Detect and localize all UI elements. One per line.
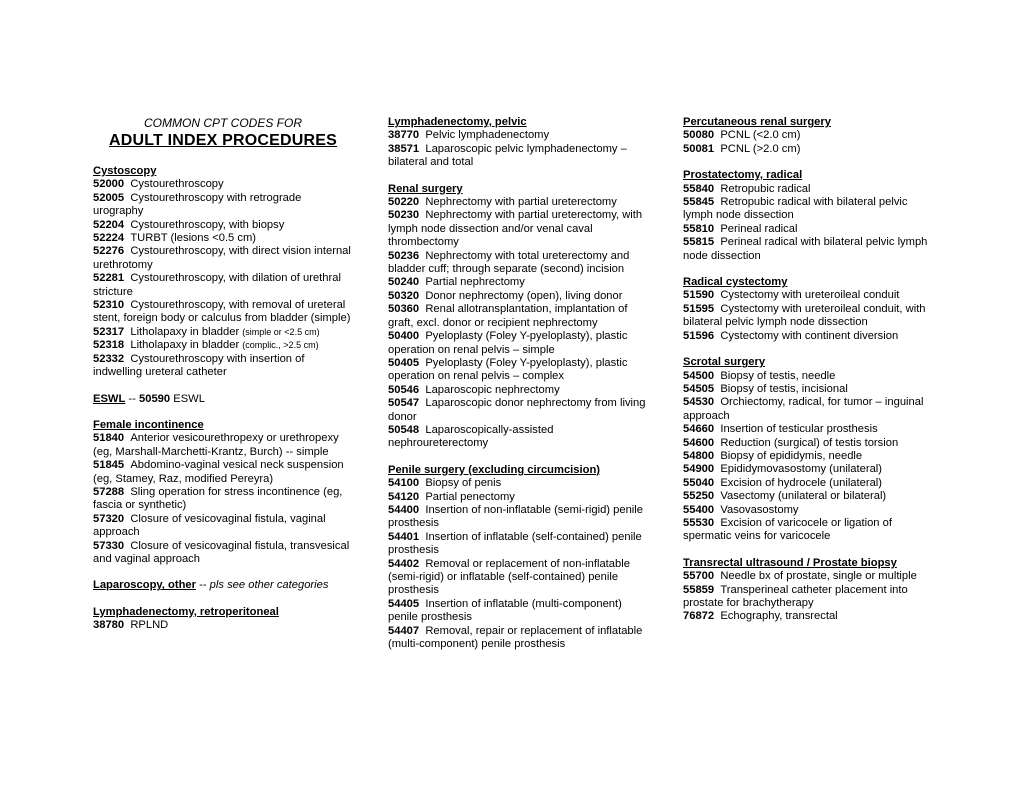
section-prostatectomy-radical [683, 169, 935, 263]
cpt-entry [683, 477, 935, 490]
cpt-code: 38571 [388, 142, 420, 155]
cpt-code: 51840 [93, 432, 125, 445]
cpt-description: Reduction (surgical) of testis torsion [720, 436, 899, 449]
cpt-entry [683, 437, 935, 450]
cpt-description: Biopsy of epididymis, needle [720, 449, 863, 462]
cpt-description: Pelvic lymphadenectomy [425, 129, 550, 142]
cpt-description: Pyeloplasty (Foley Y-pyeloplasty), plastic operation on renal pelvis – complex [388, 356, 628, 383]
cpt-code: 52317 [93, 325, 125, 338]
section-female-incontinence [93, 419, 353, 566]
cpt-code: 52000 [93, 178, 125, 191]
cpt-description: Laparoscopically-assisted nephroureterectomy [388, 423, 554, 450]
section-note: pls see other categories [209, 579, 329, 592]
cpt-description: Removal, repair or replacement of inflatable (multi-component) penile prosthesis [388, 624, 643, 651]
cpt-description: Laparoscopic pelvic lymphadenectomy – bilateral and total [388, 142, 627, 169]
section-heading: Female incontinence [93, 418, 204, 431]
section-cystoscopy [93, 165, 353, 380]
cpt-entry [93, 192, 353, 219]
cpt-entry [388, 290, 646, 303]
cpt-code: 50220 [388, 196, 420, 209]
section-transrectal-ultrasound-prostate-biopsy [683, 557, 935, 624]
cpt-description: Cystourethroscopy [130, 178, 224, 191]
cpt-entry [683, 504, 935, 517]
cpt-entry [683, 584, 935, 611]
cpt-description: Anterior vesicourethropexy or urethropexy (eg, Marshall-Marchetti-Krantz, Burch) -- simple [93, 432, 339, 458]
cpt-description: Insertion of testicular prosthesis [720, 423, 878, 436]
cpt-entry [388, 384, 646, 397]
cpt-description: Abdomino-vaginal vesical neck suspension (eg, Stamey, Raz, modified Pereyra) [93, 459, 344, 485]
cpt-description: Cystourethroscopy, with dilation of urethral stricture [93, 272, 341, 298]
cpt-description: Nephrectomy with partial ureterectomy [425, 196, 617, 209]
cpt-code: 50236 [388, 249, 420, 262]
cpt-code: 54120 [388, 490, 420, 503]
cpt-description: Laparoscopic donor nephrectomy from living donor [388, 397, 646, 423]
cpt-description: Litholapaxy in bladder [130, 339, 240, 352]
cpt-entry [683, 396, 935, 423]
section-heading: Cystoscopy [93, 165, 157, 177]
cpt-description: Cystourethroscopy, with removal of ureteral stent, foreign body or calculus from bladder (simple) [93, 299, 351, 325]
cpt-description: Pyeloplasty (Foley Y-pyeloplasty), plastic operation on renal pelvis – simple [388, 330, 628, 356]
cpt-entry [683, 517, 935, 544]
cpt-description: Insertion of non-inflatable (semi-rigid) penile prosthesis [388, 503, 643, 530]
section-heading-line [93, 393, 353, 406]
cpt-description: Epididymovasostomy (unilateral) [720, 463, 883, 476]
cpt-description: Insertion of inflatable (multi-component) penile prosthesis [388, 597, 622, 624]
section-heading: Scrotal surgery [683, 356, 766, 369]
cpt-code: 52332 [93, 352, 125, 365]
cpt-code: 57320 [93, 512, 125, 525]
cpt-code: 55700 [683, 570, 715, 583]
cpt-code: 52005 [93, 191, 125, 204]
cpt-code: 50230 [388, 209, 420, 222]
cpt-code: 54660 [683, 423, 715, 436]
cpt-code: 50240 [388, 276, 420, 289]
cpt-code: 54500 [683, 369, 715, 382]
cpt-description: Renal allotransplantation, implantation of graft, excl. donor or recipient nephrectomy [388, 303, 628, 329]
cpt-code: 55040 [683, 476, 715, 489]
cpt-entry [93, 245, 353, 272]
section-heading: Lymphadenectomy, pelvic [388, 116, 527, 128]
cpt-code: 55845 [683, 196, 715, 209]
cpt-description: Litholapaxy in bladder [130, 325, 240, 338]
cpt-code: 50590 [139, 392, 171, 405]
cpt-entry [388, 504, 646, 531]
cpt-entry [388, 143, 646, 170]
cpt-entry [93, 619, 353, 632]
column-1 [93, 116, 353, 646]
section-heading: Penile surgery (excluding circumcision) [388, 463, 601, 476]
cpt-code: 57330 [93, 539, 125, 552]
cpt-code: 54405 [388, 597, 420, 610]
cpt-entry [388, 357, 646, 384]
cpt-code: 54402 [388, 557, 420, 570]
section-heading: Lymphadenectomy, retroperitoneal [93, 605, 279, 618]
cpt-code: 50547 [388, 397, 420, 410]
cpt-entry [388, 129, 646, 142]
cpt-entry [388, 558, 646, 598]
cpt-description: PCNL (<2.0 cm) [720, 129, 801, 142]
cpt-description: Cystourethroscopy, with direct vision internal urethrotomy [93, 245, 351, 271]
cpt-description: Excision of varicocele or ligation of spermatic veins for varicocele [683, 516, 892, 543]
cpt-description: Closure of vesicovaginal fistula, vaginal approach [93, 512, 326, 539]
section-heading-line [93, 579, 353, 592]
cpt-entry [388, 491, 646, 504]
cpt-entry [93, 272, 353, 299]
cpt-entry [683, 303, 935, 330]
section-heading: Prostatectomy, radical [683, 169, 803, 182]
cpt-code: 52318 [93, 339, 125, 352]
cpt-entry [683, 223, 935, 236]
cpt-entry [93, 339, 353, 352]
cpt-code: 50080 [683, 129, 715, 142]
cpt-code: 52276 [93, 245, 125, 258]
cpt-description: Echography, transrectal [720, 610, 838, 623]
cpt-code: 54505 [683, 382, 715, 395]
section-scrotal-surgery [683, 356, 935, 544]
cpt-description: Nephrectomy with total ureterectomy and bladder cuff; through separate (second) incision [388, 249, 630, 276]
cpt-code: 50546 [388, 383, 420, 396]
cpt-code: 52281 [93, 272, 125, 285]
section-heading: Renal surgery [388, 182, 463, 195]
cpt-description: Partial nephrectomy [425, 276, 525, 289]
cpt-code: 38770 [388, 129, 420, 142]
cpt-description: Cystectomy with continent diversion [720, 329, 899, 342]
cpt-entry [683, 450, 935, 463]
cpt-entry [388, 276, 646, 289]
cpt-description: RPLND [130, 619, 169, 632]
cpt-description: Needle bx of prostate, single or multiple [720, 570, 917, 583]
cpt-code: 55859 [683, 583, 715, 596]
cpt-entry [683, 236, 935, 263]
cpt-entry [683, 143, 935, 156]
cpt-code: 50360 [388, 303, 420, 316]
section-percutaneous-renal-surgery [683, 116, 935, 156]
cpt-entry [683, 423, 935, 436]
cpt-description: Cystectomy with ureteroileal conduit [720, 289, 900, 302]
cpt-entry [388, 598, 646, 625]
cpt-code: 50320 [388, 289, 420, 302]
cpt-entry [683, 610, 935, 623]
cpt-description: Cystourethroscopy, with biopsy [130, 218, 285, 231]
document-title-line2: ADULT INDEX PROCEDURES [108, 132, 338, 149]
cpt-entry [388, 209, 646, 249]
section-heading: Laparoscopy, other [93, 579, 196, 592]
section-eswl [93, 393, 353, 406]
cpt-description: ESWL [170, 392, 205, 405]
cpt-qualifier: (simple or <2.5 cm) [242, 326, 320, 337]
separator: -- [196, 579, 210, 592]
cpt-description: PCNL (>2.0 cm) [720, 142, 801, 155]
cpt-description: Excision of hydrocele (unilateral) [720, 476, 883, 489]
cpt-description: Vasovasostomy [720, 503, 799, 516]
cpt-entry [683, 383, 935, 396]
cpt-entry [93, 432, 353, 459]
cpt-entry [93, 232, 353, 245]
cpt-entry [388, 330, 646, 357]
cpt-description: Perineal radical [720, 222, 798, 235]
cpt-description: Cystourethroscopy with insertion of indwelling ureteral catheter [93, 352, 305, 379]
section-renal-surgery [388, 183, 646, 451]
cpt-description: Donor nephrectomy (open), living donor [425, 289, 623, 302]
cpt-description: Perineal radical with bilateral pelvic lymph node dissection [683, 236, 928, 262]
column-3 [683, 116, 935, 637]
cpt-entry [683, 570, 935, 583]
cpt-code: 51845 [93, 459, 125, 472]
cpt-description: Nephrectomy with partial ureterectomy, with lymph node dissection and/or venal caval thrombectomy [388, 209, 643, 249]
cpt-entry [388, 397, 646, 424]
cpt-description: Laparoscopic nephrectomy [425, 383, 560, 396]
cpt-description: Sling operation for stress incontinence (eg, fascia or synthetic) [93, 485, 343, 512]
section-penile-surgery-excluding-circumcision [388, 464, 646, 652]
cpt-code: 52204 [93, 218, 125, 231]
cpt-code: 55530 [683, 516, 715, 529]
cpt-entry [388, 196, 646, 209]
cpt-description: Retropubic radical with bilateral pelvic lymph node dissection [683, 196, 908, 222]
cpt-code: 54530 [683, 396, 715, 409]
cpt-code: 57288 [93, 485, 125, 498]
cpt-entry [388, 303, 646, 330]
cpt-code: 55815 [683, 236, 715, 249]
cpt-code: 54600 [683, 436, 715, 449]
document-title-line1: COMMON CPT CODES FOR [144, 116, 302, 130]
cpt-entry [93, 513, 353, 540]
cpt-entry [93, 299, 353, 326]
cpt-entry [93, 353, 353, 380]
cpt-description: Biopsy of penis [425, 477, 502, 490]
cpt-entry [683, 289, 935, 302]
cpt-entry [388, 250, 646, 277]
cpt-code: 54401 [388, 530, 420, 543]
cpt-code: 54407 [388, 624, 420, 637]
cpt-entry [683, 370, 935, 383]
cpt-code: 55400 [683, 503, 715, 516]
cpt-code: 54100 [388, 477, 420, 490]
cpt-code: 55810 [683, 222, 715, 235]
cpt-code: 55840 [683, 182, 715, 195]
cpt-entry [388, 424, 646, 451]
cpt-code: 52310 [93, 299, 125, 312]
cpt-entry [683, 196, 935, 223]
section-radical-cystectomy [683, 276, 935, 343]
cpt-description: TURBT (lesions <0.5 cm) [130, 232, 257, 245]
cpt-entry [93, 459, 353, 486]
cpt-code: 52224 [93, 232, 125, 245]
column-2 [388, 116, 646, 664]
cpt-entry [683, 330, 935, 343]
cpt-entry [388, 477, 646, 490]
section-heading: Transrectal ultrasound / Prostate biopsy [683, 556, 897, 569]
section-heading: Percutaneous renal surgery [683, 116, 831, 128]
cpt-entry [683, 129, 935, 142]
cpt-description: Cystourethroscopy with retrograde urography [93, 191, 302, 218]
cpt-entry [683, 490, 935, 503]
cpt-code: 51590 [683, 289, 715, 302]
cpt-entry [683, 463, 935, 476]
section-laparoscopy-other [93, 579, 353, 592]
cpt-code: 54800 [683, 449, 715, 462]
cpt-description: Partial penectomy [425, 490, 515, 503]
cpt-description: Transperineal catheter placement into prostate for brachytherapy [683, 583, 908, 609]
cpt-entry [388, 625, 646, 652]
cpt-qualifier: (complic., >2.5 cm) [242, 340, 319, 351]
cpt-code: 50548 [388, 423, 420, 436]
cpt-description: Orchiectomy, radical, for tumor – inguinal approach [683, 396, 924, 422]
cpt-description: Retropubic radical [720, 182, 811, 195]
section-lymphadenectomy-pelvic [388, 116, 646, 170]
section-heading: ESWL [93, 392, 126, 405]
cpt-entry [93, 540, 353, 567]
cpt-code: 54400 [388, 503, 420, 516]
cpt-code: 50400 [388, 330, 420, 343]
cpt-code: 54900 [683, 463, 715, 476]
cpt-description: Biopsy of testis, incisional [720, 382, 848, 395]
cpt-description: Biopsy of testis, needle [720, 369, 836, 382]
cpt-code: 51595 [683, 302, 715, 315]
cpt-entry [93, 326, 353, 339]
cpt-code: 38780 [93, 619, 125, 632]
cpt-entry [683, 183, 935, 196]
cpt-entry [93, 219, 353, 232]
cpt-code: 50081 [683, 142, 715, 155]
cpt-description: Vasectomy (unilateral or bilateral) [720, 490, 887, 503]
cpt-entry [388, 531, 646, 558]
cpt-description: Cystectomy with ureteroileal conduit, with bilateral pelvic lymph node dissection [683, 302, 926, 329]
separator: -- [125, 392, 139, 405]
cpt-description: Removal or replacement of non-inflatable (semi-rigid) or inflatable (self-contained) penile prosthesis [388, 557, 630, 597]
cpt-code: 51596 [683, 329, 715, 342]
cpt-entry [93, 486, 353, 513]
section-heading: Radical cystectomy [683, 276, 788, 289]
cpt-code: 50405 [388, 356, 420, 369]
cpt-description: Insertion of inflatable (self-contained) penile prosthesis [388, 530, 642, 557]
cpt-code: 55250 [683, 490, 715, 503]
cpt-code: 76872 [683, 610, 715, 623]
cpt-entry [93, 178, 353, 191]
section-lymphadenectomy-retroperitoneal [93, 606, 353, 633]
cpt-description: Closure of vesicovaginal fistula, transvesical and vaginal approach [93, 539, 350, 565]
